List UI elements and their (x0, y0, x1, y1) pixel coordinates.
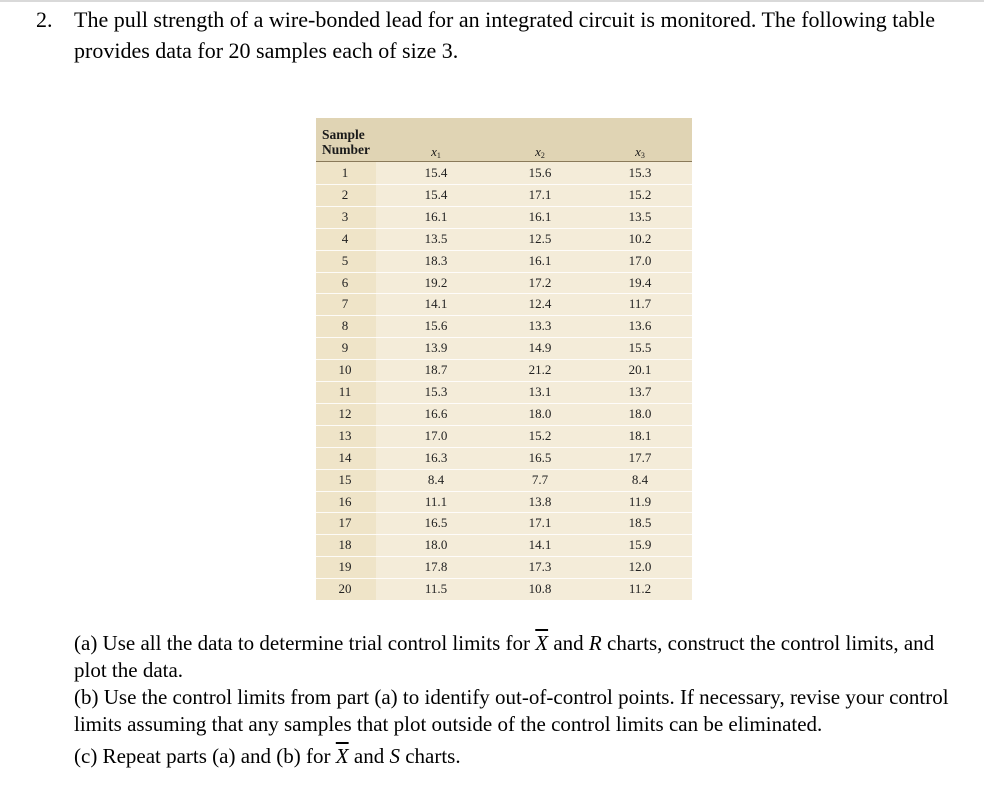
cell-x3: 8.4 (631, 471, 649, 487)
header-x3: $x_3$ (635, 144, 645, 160)
cell-x2: 13.1 (528, 384, 552, 399)
cell-x2: 16.1 (528, 208, 552, 224)
table-row (316, 337, 692, 359)
cell-x2: 16.1 (528, 252, 552, 268)
row-divider (316, 228, 692, 229)
cell-x3: 17.0 (628, 252, 652, 268)
cell-x1: 18.7 (424, 362, 448, 378)
question-parts (74, 630, 954, 770)
cell-sample-number: 5 (341, 252, 349, 268)
cell-x2: 14.9 (528, 340, 552, 356)
table-row (316, 425, 692, 447)
row-divider (316, 491, 692, 492)
cell-x2: 18.0 (528, 405, 552, 421)
table-row (316, 534, 692, 556)
row-divider (316, 512, 692, 513)
cell-x1: 15.4 (424, 165, 448, 180)
row-divider (316, 359, 692, 360)
cell-x1: 15.6 (424, 318, 448, 334)
table-row (316, 578, 692, 600)
row-divider (316, 272, 692, 273)
row-divider (316, 293, 692, 294)
table-row (316, 359, 692, 381)
cell-sample-number: 2 (341, 186, 349, 202)
cell-sample-number: 18 (338, 537, 352, 553)
xbar-symbol: $\overline{X}$ (535, 631, 549, 655)
cell-x1: 15.3 (424, 384, 448, 399)
cell-x3: 18.0 (628, 405, 652, 421)
cell-x3: 11.7 (628, 296, 652, 312)
table-row (316, 315, 692, 337)
cell-x3: 10.2 (628, 230, 652, 246)
cell-sample-number: 9 (341, 340, 349, 356)
row-divider (316, 556, 692, 557)
header-sample-number: Sample Number (322, 127, 370, 157)
cell-x1: 13.9 (424, 340, 448, 356)
cell-x3: 11.9 (628, 493, 652, 509)
cell-sample-number: 6 (341, 274, 349, 290)
row-divider (316, 447, 692, 448)
cell-sample-number: 10 (338, 362, 352, 378)
problem-number: 2. (36, 7, 53, 32)
cell-x3: 13.5 (628, 208, 652, 224)
row-divider (316, 184, 692, 185)
cell-x2: 12.4 (528, 296, 552, 312)
cell-x1: 15.4 (424, 186, 448, 202)
table-row (316, 250, 692, 272)
cell-x1: 17.8 (424, 559, 448, 575)
cell-x3: 18.5 (628, 515, 652, 531)
cell-x3: 17.7 (628, 449, 652, 465)
cell-x1: 19.2 (424, 274, 448, 290)
cell-x2: 14.1 (528, 537, 552, 553)
cell-x3: 18.1 (628, 427, 652, 443)
cell-x3: 15.5 (628, 340, 652, 356)
data-table (316, 118, 692, 600)
cell-sample-number: 15 (338, 471, 352, 487)
cell-x3: 15.9 (628, 537, 652, 553)
cell-x3: 20.1 (628, 362, 652, 378)
part-b: (b) Use the control limits from part (a) to identify out-of-control points. If necessary, revise your control limits assuming that any samples that plot outside of the control limits can be eliminated. (74, 685, 949, 736)
row-divider (316, 578, 692, 579)
cell-sample-number: 12 (338, 405, 352, 421)
row-divider (316, 315, 692, 316)
cell-sample-number: 19 (338, 559, 352, 575)
table-row (316, 293, 692, 315)
cell-x2: 13.3 (528, 318, 552, 334)
row-divider (316, 206, 692, 207)
table-row (316, 556, 692, 578)
row-divider (316, 250, 692, 251)
header-x1: $x_1$ (431, 144, 441, 160)
problem-text: The pull strength of a wire-bonded lead for an integrated circuit is monitored. The following table provides data for 20 samples each of size 3. (74, 7, 935, 63)
table-row (316, 381, 692, 403)
cell-sample-number: 14 (338, 449, 352, 465)
table-row (316, 512, 692, 534)
cell-sample-number: 20 (338, 581, 352, 597)
cell-x2: 15.6 (528, 165, 552, 180)
cell-x2: 17.1 (528, 186, 552, 202)
header-x2: $x_2$ (535, 144, 545, 160)
xbar-symbol: $\overline{X}$ (335, 744, 349, 768)
cell-x3: 11.2 (628, 581, 652, 597)
table-header (316, 118, 692, 162)
cell-x2: 17.3 (528, 559, 552, 575)
cell-sample-number: 16 (338, 493, 352, 509)
row-divider (316, 337, 692, 338)
cell-x3: 19.4 (628, 274, 652, 290)
row-divider (316, 469, 692, 470)
cell-sample-number: 1 (341, 165, 349, 180)
cell-sample-number: 13 (338, 427, 352, 443)
table-row (316, 469, 692, 491)
row-divider (316, 381, 692, 382)
row-divider (316, 403, 692, 404)
cell-x1: 18.3 (424, 252, 448, 268)
cell-x1: 14.1 (424, 296, 448, 312)
cell-x1: 17.0 (424, 427, 448, 443)
cell-sample-number: 11 (338, 384, 352, 399)
table-row (316, 447, 692, 469)
cell-x2: 17.2 (528, 274, 552, 290)
cell-sample-number: 17 (338, 515, 352, 531)
table-row (316, 228, 692, 250)
table-row (316, 272, 692, 294)
cell-x2: 13.8 (528, 493, 552, 509)
cell-x3: 13.6 (628, 318, 652, 334)
cell-x1: 8.4 (427, 471, 445, 487)
cell-x2: 16.5 (528, 449, 552, 465)
cell-x1: 16.3 (424, 449, 448, 465)
table-row (316, 206, 692, 228)
part-c: (c) Repeat parts (a) and (b) for $\overline{X}$ and S charts. (74, 744, 461, 768)
row-divider (316, 425, 692, 426)
cell-x2: 12.5 (528, 230, 552, 246)
row-divider (316, 534, 692, 535)
top-divider (0, 0, 984, 2)
cell-x2: 21.2 (528, 362, 552, 378)
part-a: (a) Use all the data to determine trial control limits for $\overline{X}$ and R charts, construct the control limits, and plot the data. (74, 631, 935, 682)
table-row (316, 184, 692, 206)
cell-x3: 15.3 (628, 165, 652, 180)
cell-x3: 13.7 (628, 384, 652, 399)
cell-x1: 16.1 (424, 208, 448, 224)
table-row (316, 491, 692, 513)
cell-sample-number: 4 (341, 230, 349, 246)
cell-x2: 10.8 (528, 581, 552, 597)
table-row (316, 162, 692, 184)
cell-x3: 12.0 (628, 559, 652, 575)
cell-x1: 16.6 (424, 405, 448, 421)
cell-x1: 11.1 (424, 493, 448, 509)
cell-x2: 7.7 (531, 471, 549, 487)
cell-x1: 11.5 (424, 581, 448, 597)
cell-x1: 16.5 (424, 515, 448, 531)
cell-x3: 15.2 (628, 186, 652, 202)
cell-x1: 13.5 (424, 230, 448, 246)
table-row (316, 403, 692, 425)
cell-x2: 17.1 (528, 515, 552, 531)
problem-statement (36, 4, 966, 66)
cell-sample-number: 3 (341, 208, 349, 224)
cell-x1: 18.0 (424, 537, 448, 553)
cell-sample-number: 7 (341, 296, 349, 312)
cell-x2: 15.2 (528, 427, 552, 443)
cell-sample-number: 8 (341, 318, 349, 334)
